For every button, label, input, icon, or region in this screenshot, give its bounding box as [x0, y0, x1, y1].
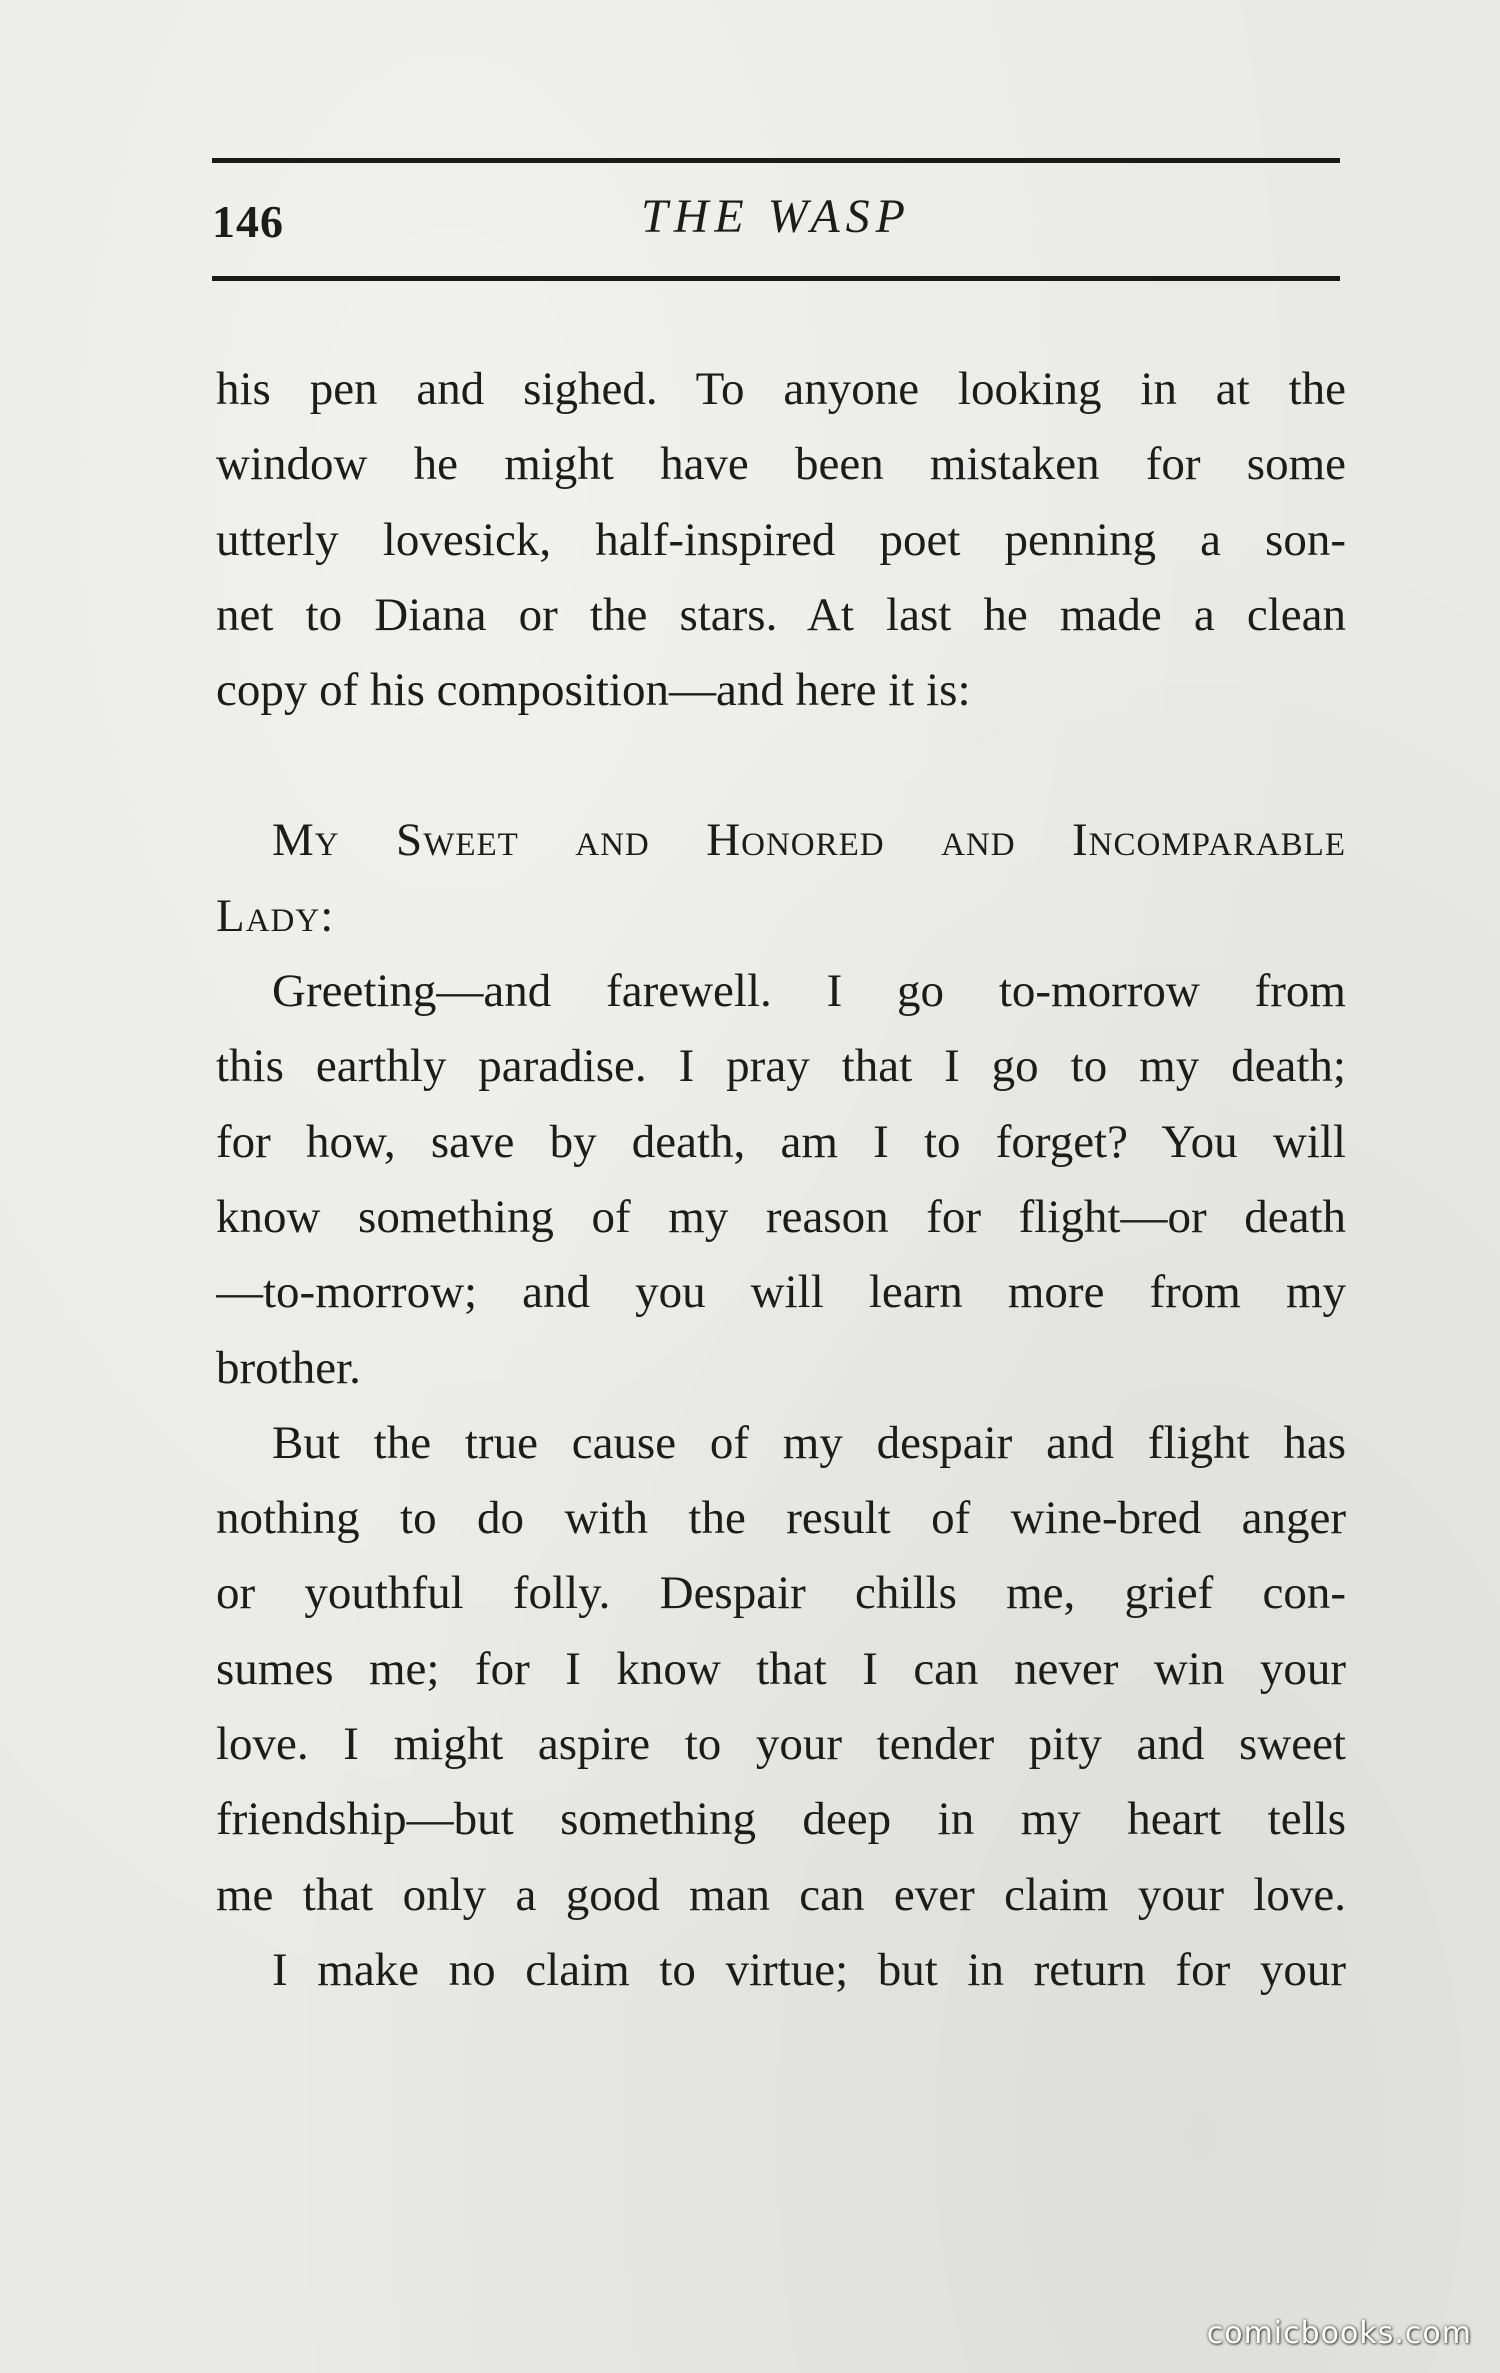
header-rule-bottom — [212, 276, 1340, 281]
letter-salutation: My Sweet and Honored and Incomparable — [272, 814, 1346, 867]
text-line: sumes me; for I know that I can never win your — [216, 1642, 1346, 1695]
page-number: 146 — [212, 196, 284, 247]
text-line: his pen and sighed. To anyone looking in at the — [216, 363, 1346, 415]
text-line: for how, save by death, am I to forget? You will — [216, 1115, 1346, 1168]
text-line: Greeting—and farewell. I go to-morrow from — [272, 965, 1346, 1018]
running-title: THE WASP — [641, 190, 911, 243]
text-line: But the true cause of my despair and flight has — [272, 1416, 1346, 1469]
text-line: me that only a good man can ever claim your love. — [216, 1868, 1346, 1921]
text-line: —to-morrow; and you will learn more from my — [216, 1266, 1346, 1319]
watermark: comicbooks.com — [1206, 2316, 1472, 2351]
letter-salutation: Lady: — [216, 889, 335, 942]
text-line: brother. — [216, 1341, 361, 1394]
body-text — [216, 352, 1346, 2008]
header-rule-top — [212, 158, 1340, 163]
text-line: copy of his composition—and here it is: — [216, 664, 971, 717]
text-line: I make no claim to virtue; but in return for your — [272, 1943, 1346, 1996]
page-header — [212, 185, 1340, 265]
text-line: know something of my reason for flight—or death — [216, 1190, 1346, 1243]
text-line: net to Diana or the stars. At last he made a clean — [216, 588, 1346, 641]
text-line: utterly lovesick, half-inspired poet penning a son- — [216, 513, 1346, 566]
text-line: window he might have been mistaken for some — [216, 438, 1346, 491]
text-line: love. I might aspire to your tender pity and sweet — [216, 1718, 1346, 1771]
text-line: or youthful folly. Despair chills me, grief con- — [216, 1567, 1346, 1620]
text-line: nothing to do with the result of wine-bred anger — [216, 1492, 1346, 1545]
text-line: this earthly paradise. I pray that I go to my death; — [216, 1040, 1346, 1093]
paragraph-gap — [216, 728, 1346, 803]
text-line: friendship—but something deep in my heart tells — [216, 1793, 1346, 1846]
